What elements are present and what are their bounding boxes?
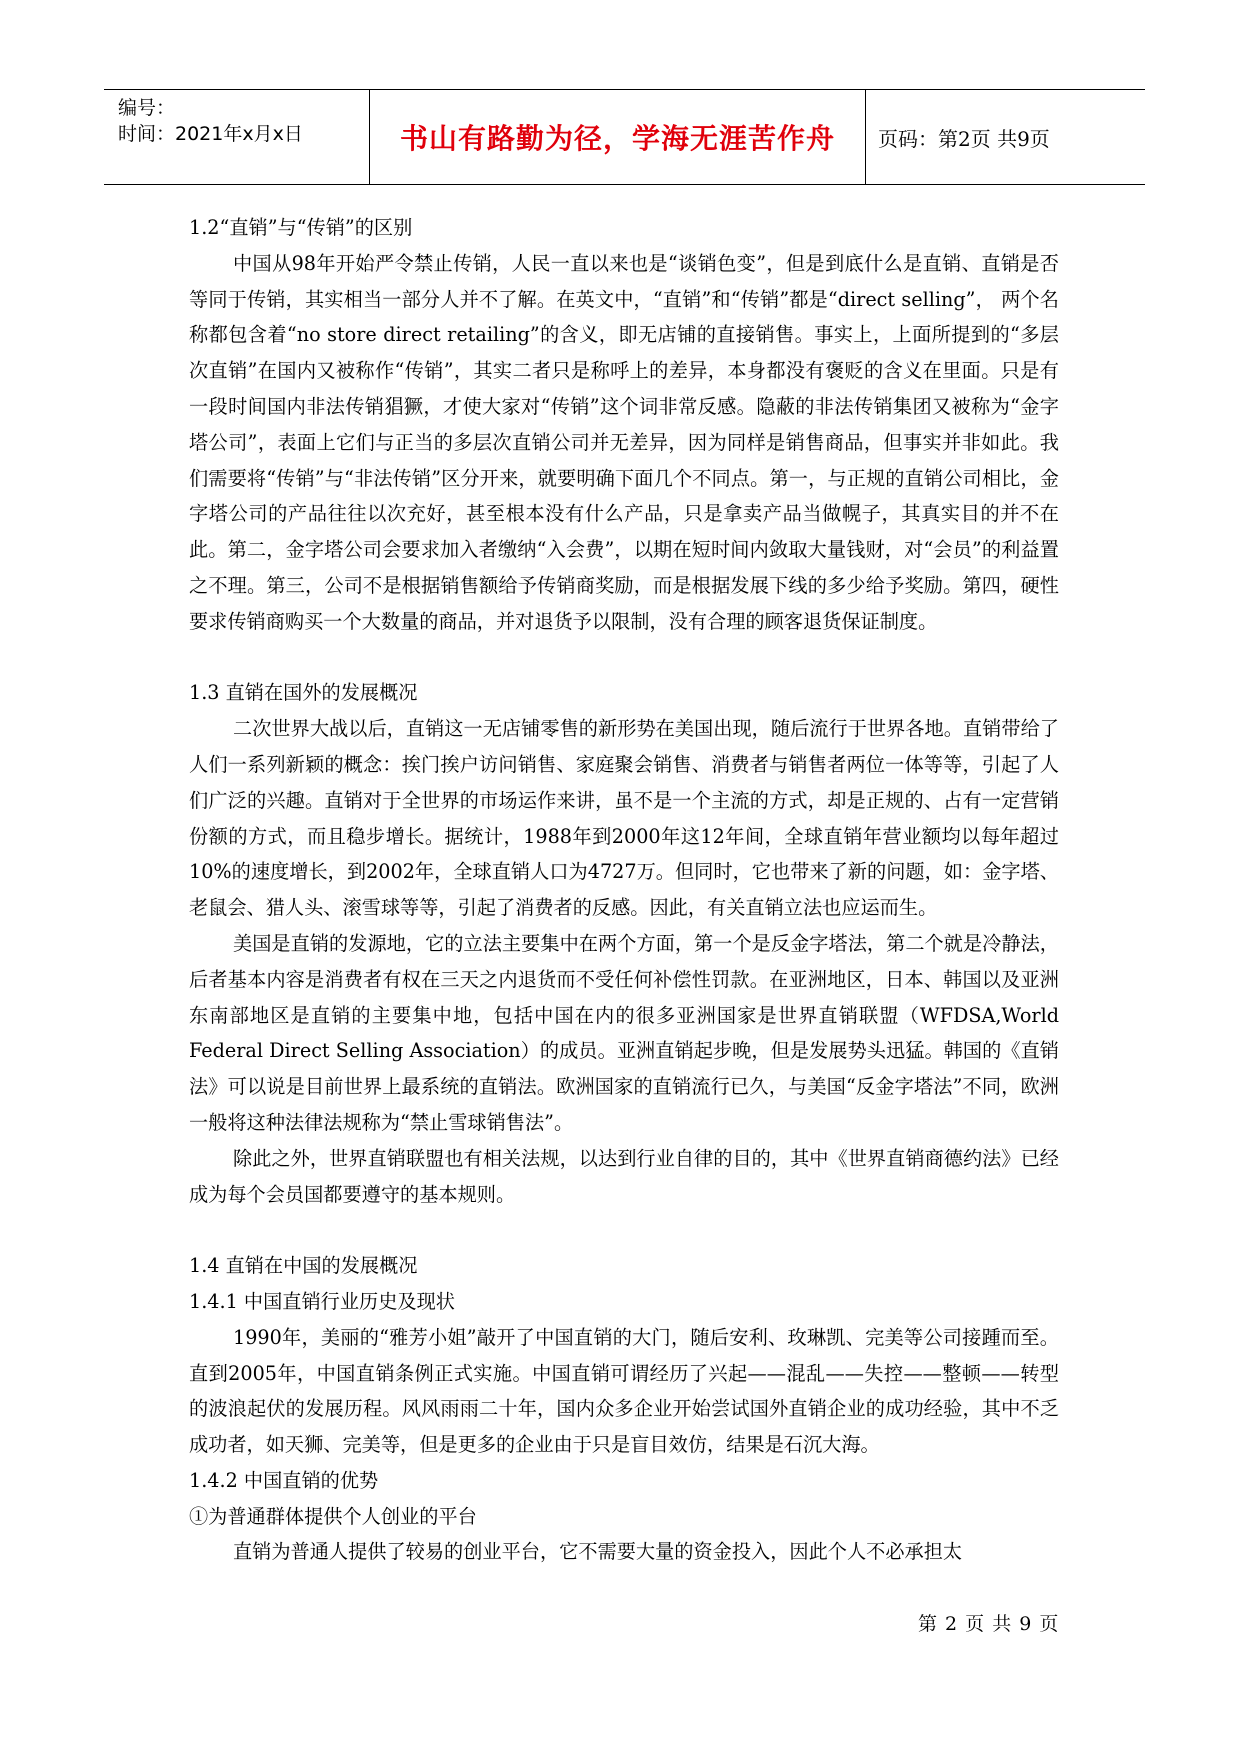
section-heading-1-4: 1.4 直销在中国的发展概况 [189,1254,418,1278]
section-heading-1-4-1: 1.4.1 中国直销行业历史及现状 [189,1289,455,1313]
paragraph-gap [189,1212,1059,1248]
page-footer: 第 2 页 共 9 页 [918,1613,1060,1635]
paragraph: 二次世界大战以后，直销这一无店铺零售的新形势在美国出现，随后流行于世界各地。直销带给了人们一系列新颖的概念：挨门挨户访问销售、家庭聚会销售、消费者与销售者两位一体等等，引起了人们广泛的兴趣。直销对于全世界的市场运作来讲，虽不是一个主流的方式，却是正规的、占有一定营销份额的方式，而且稳步增长。据统计，1988年到2000年这12年间，全球直销年营业额均以每年超过10%的速度增长，到2002年，全球直销人口为4727万。但同时，它也带来了新的问题，如：金字塔、老鼠会、猎人头、滚雪球等等，引起了消费者的反感。因此，有关直销立法也应运而生。 [189,717,1059,920]
section-heading-1-4-2: 1.4.2 中国直销的优势 [189,1468,379,1492]
paragraph: 1990年，美丽的“雅芳小姐”敲开了中国直销的大门，随后安利、玫琳凯、完美等公司接踵而至。直到2005年，中国直销条例正式实施。中国直销可谓经历了兴起——混乱——失控——整顿——转型的波浪起伏的发展历程。风风雨雨二十年，国内众多企业开始尝试国外直销企业的成功经验，其中不乏成功者，如天狮、完美等，但是更多的企业由于只是盲目效仿，结果是石沉大海。 [189,1325,1059,1457]
paragraph: 除此之外，世界直销联盟也有相关法规，以达到行业自律的目的，其中《世界直销商德约法》已经成为每个会员国都要遵守的基本规则。 [189,1146,1059,1206]
list-item-heading: ①为普通群体提供个人创业的平台 [189,1504,477,1528]
section-heading-1-3: 1.3 直销在国外的发展概况 [189,681,418,705]
paragraph-gap [189,640,1059,676]
page-header [104,89,1145,185]
document-body [189,210,1059,1570]
paragraph: 美国是直销的发源地，它的立法主要集中在两个方面，第一个是反金字塔法，第二个就是冷静法，后者基本内容是消费者有权在三天之内退货而不受任何补偿性罚款。在亚洲地区，日本、韩国以及亚洲东南部地区是直销的主要集中地，包括中国在内的很多亚洲国家是世界直销联盟（WFDSA,World Federal Direct Selling Association）的成员。亚洲直销起步晚，但是发展势头迅猛。韩国的《直销法》可以说是目前世界上最系统的直销法。欧洲国家的直销流行已久，与美国“反金字塔法”不同，欧洲一般将这种法律法规称为“禁止雪球销售法”。 [189,931,1059,1134]
header-motto-cell [369,90,866,184]
paragraph: 直销为普通人提供了较易的创业平台，它不需要大量的资金投入，因此个人不必承担太 [233,1540,963,1564]
header-meta-cell [104,90,369,184]
header-page-info: 页码：第2页 共9页 [878,126,1050,151]
document-time-label: 时间：2021年x月x日 [118,123,303,145]
header-page-cell [866,90,1157,184]
paragraph: 中国从98年开始严令禁止传销，人民一直以来也是“谈销色变”，但是到底什么是直销、直销是否等同于传销，其实相当一部分人并不了解。在英文中，“直销”和“传销”都是“direct selling”， 两个名称都包含着“no store direct retailing”的含义，即无店铺的直接销售。事实上，上面所提到的“多层次直销”在国内又被称作“传销”，其实二者只是称呼上的差异，本身都没有褒贬的含义在里面。只是有一段时间国内非法传销猖獗，才使大家对“传销”这个词非常反感。隐蔽的非法传销集团又被称为“金字塔公司”，表面上它们与正当的多层次直销公司并无差异，因为同样是销售商品，但事实并非如此。我们需要将“传销”与“非法传销”区分开来，就要明确下面几个不同点。第一，与正规的直销公司相比，金字塔公司的产品往往以次充好，甚至根本没有什么产品，只是拿卖产品当做幌子，其真实目的并不在此。第二，金字塔公司会要求加入者缴纳“入会费”，以期在短时间内敛取大量钱财，对“会员”的利益置之不理。第三，公司不是根据销售额给予传销商奖励，而是根据发展下线的多少给予奖励。第四，硬性要求传销商购买一个大数量的商品，并对退货予以限制，没有合理的顾客退货保证制度。 [189,251,1059,633]
section-heading-1-2: 1.2“直销”与“传销”的区别 [189,216,413,239]
header-motto: 书山有路勤为径，学海无涯苦作舟 [399,122,835,155]
document-number-label: 编号： [118,97,176,119]
